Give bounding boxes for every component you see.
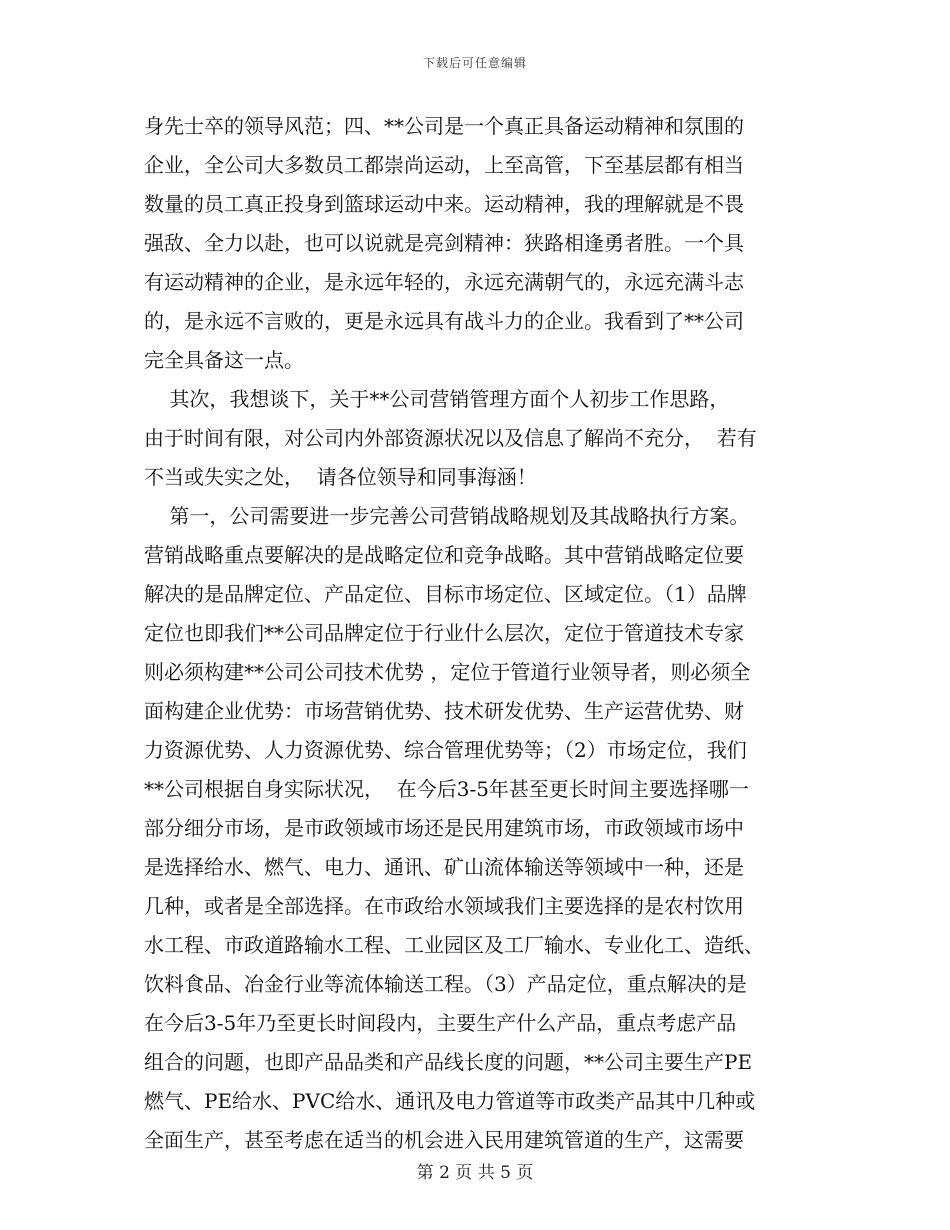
text-line: 组合的问题，也即产品品类和产品线长度的问题，**公司主要生产PE <box>144 1050 753 1074</box>
page-header: 下载后可任意编辑 <box>422 56 527 70</box>
text-line: 部分细分市场，是市政领域市场还是民用建筑市场，市政领域市场中 <box>144 816 744 840</box>
text-line: 其次，我想谈下，关于**公司营销管理方面个人初步工作思路， <box>144 387 730 411</box>
text-line: 面构建企业优势：市场营销优势、技术研发优势、生产运营优势、财 <box>144 699 744 723</box>
text-line: 水工程、市政道路输水工程、工业园区及工厂输水、专业化工、造纸、 <box>144 933 764 957</box>
text-line: 燃气、PE给水、PVC给水、通讯及电力管道等市政类产品其中几种或 <box>144 1089 756 1113</box>
text-line: 饮料食品、冶金行业等流体输送工程。（3）产品定位，重点解决的是 <box>144 972 747 996</box>
text-line: 几种，或者是全部选择。在市政给水领域我们主要选择的是农村饮用 <box>144 894 744 918</box>
page-footer: 第 2 页 共 5 页 <box>416 1163 534 1183</box>
text-line: 不当或失实之处， 请各位领导和同事海涵！ <box>144 465 537 489</box>
text-line: 数量的员工真正投身到篮球运动中来。运动精神，我的理解就是不畏 <box>144 192 744 216</box>
text-line: 力资源优势、人力资源优势、综合管理优势等；（2）市场定位，我们 <box>144 738 747 762</box>
text-line: 则必须构建**公司公司技术优势 ，定位于管道行业领导者，则必须全 <box>144 660 751 684</box>
text-line: 定位也即我们**公司品牌定位于行业什么层次，定位于管道技术专家 <box>144 621 744 645</box>
text-line: 身先士卒的领导风范；四、**公司是一个真正具备运动精神和氛围的 <box>144 114 744 138</box>
text-line: 解决的是品牌定位、产品定位、目标市场定位、区域定位。（1）品牌 <box>144 582 747 606</box>
text-line: 全面生产，甚至考虑在适当的机会进入民用建筑管道的生产，这需要 <box>144 1128 744 1152</box>
text-line: 营销战略重点要解决的是战略定位和竞争战略。其中营销战略定位要 <box>144 543 744 567</box>
text-line: 完全具备这一点。 <box>144 348 304 372</box>
text-line: 有运动精神的企业，是永远年轻的，永远充满朝气的，永远充满斗志 <box>144 270 744 294</box>
text-line: 第一，公司需要进一步完善公司营销战略规划及其战略执行方案。 <box>144 504 750 528</box>
text-line: 企业，全公司大多数员工都崇尚运动，上至高管，下至基层都有相当 <box>144 153 744 177</box>
text-line: 的，是永远不言败的，更是永远具有战斗力的企业。我看到了**公司 <box>144 309 744 333</box>
text-line: 在今后3-5年乃至更长时间段内，主要生产什么产品，重点考虑产品 <box>144 1011 737 1035</box>
text-line: 是选择给水、燃气、电力、通讯、矿山流体输送等领域中一种，还是 <box>144 855 744 879</box>
text-line: **公司根据自身实际状况， 在今后3-5年甚至更长时间主要选择哪一 <box>144 777 749 801</box>
text-line: 由于时间有限，对公司内外部资源状况以及信息了解尚不充分， 若有 <box>144 426 757 450</box>
text-line: 强敌、全力以赴，也可以说就是亮剑精神：狭路相逢勇者胜。一个具 <box>144 231 744 255</box>
document-body <box>144 107 809 1160</box>
